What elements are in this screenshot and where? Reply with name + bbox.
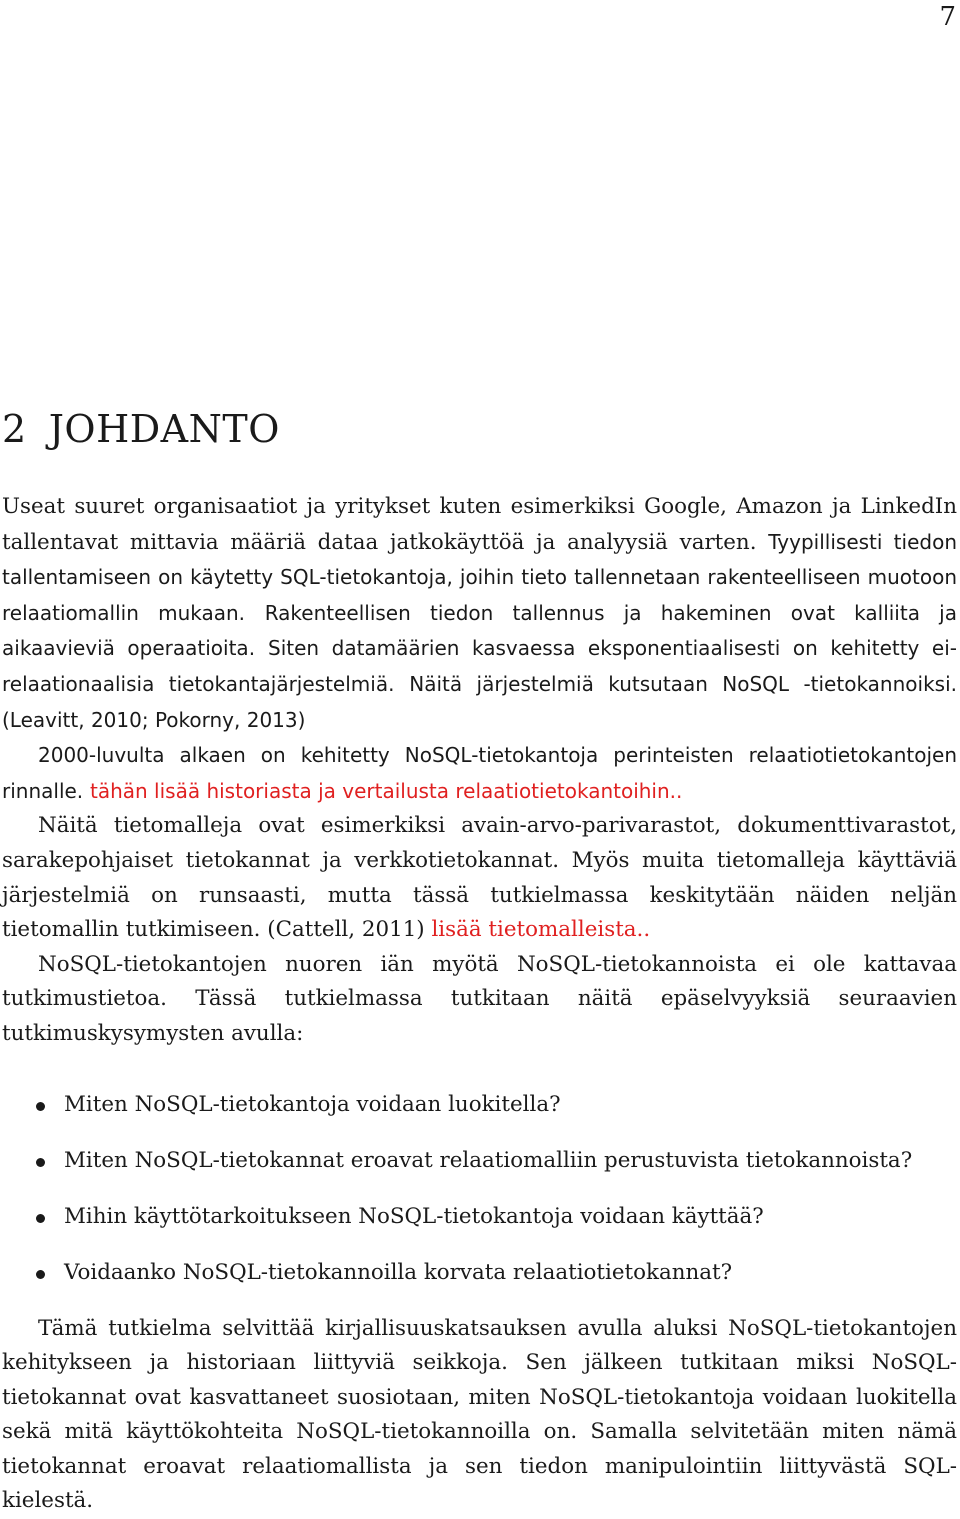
p3-sentence-a: Näitä tietomalleja ovat esimerkiksi avain-arvo-parivarastot, dokumenttivarastot, sarakepohjaiset tietokannat ja verkkotietokannat. — [2, 813, 957, 873]
paragraph-5: Tämä tutkielma selvittää kirjallisuuskatsauksen avulla aluksi NoSQL-tietokantojen kehitykseen ja historiaan liittyviä seikkoja. Sen jälkeen tutkitaan miksi NoSQL-tietokannat ovat kasvattaneet suosiotaan, miten NoSQL-tietokantoja voidaan luokitella sekä mitä käyttökohteita NoSQL-tietokannoilla on. Samalla selvitetään miten nämä tietokannat eroavat relaatiomallista ja sen tiedon manipulointiin liittyvästä SQL-kielestä. — [2, 1312, 957, 1519]
paragraph-4: NoSQL-tietokantojen nuoren iän myötä NoSQL-tietokannoista ei ole kattavaa tutkimustietoa. Tässä tutkielmassa tutkitaan näitä epäselvyyksiä seuraavien tutkimuskysymysten avulla: — [2, 948, 957, 1052]
p1-sentence-b: Tyypillisesti tiedon tallentamiseen on käytetty SQL-tietokantoja, joihin tieto tallennetaan rakenteelliseen muotoon relaatiomallin mukaan. — [2, 530, 957, 625]
question-text: Miten NoSQL-tietokannat eroavat relaatiomalliin perustuvista tietokannoista? — [64, 1148, 912, 1173]
list-item — [2, 1144, 957, 1178]
bullet-icon — [36, 1214, 45, 1223]
list-item — [2, 1256, 957, 1290]
bullet-icon — [36, 1158, 45, 1167]
p1-sentence-e: Näitä järjestelmiä kutsutaan NoSQL -tietokannoiksi. — [409, 672, 957, 696]
question-text: Miten NoSQL-tietokantoja voidaan luokitella? — [64, 1092, 561, 1117]
research-questions-list — [2, 1088, 957, 1290]
list-item — [2, 1200, 957, 1234]
p1-citation: (Leavitt, 2010; Pokorny, 2013) — [2, 708, 305, 732]
paragraph-3 — [2, 809, 957, 947]
section-title: JOHDANTO — [49, 407, 280, 451]
paragraph-2 — [2, 738, 957, 809]
paragraph-1 — [2, 490, 957, 738]
p1-sentence-d: Siten datamäärien kasvaessa eksponentiaalisesti on kehitetty ei-relaationaalisia tietokantajärjestelmiä. — [2, 636, 957, 696]
page-number: 7 — [939, 0, 956, 34]
p3-todo-note: lisää tietomalleista.. — [431, 917, 650, 942]
p2-text: 2000-luvulta alkaen on kehitetty NoSQL-tietokantoja perinteisten relaatiotietokantojen rinnalle. — [2, 743, 957, 803]
bullet-icon — [36, 1270, 45, 1279]
section-number: 2 — [2, 407, 27, 451]
question-text: Voidaanko NoSQL-tietokannoilla korvata relaatiotietokannat? — [64, 1260, 732, 1285]
question-text: Mihin käyttötarkoitukseen NoSQL-tietokantoja voidaan käyttää? — [64, 1204, 764, 1229]
bullet-icon — [36, 1102, 45, 1111]
p2-todo-note: tähän lisää historiasta ja vertailusta relaatiotietokantoihin.. — [90, 779, 682, 803]
section-heading — [2, 402, 957, 456]
list-item — [2, 1088, 957, 1122]
p1-sentence-c: Rakenteellisen tiedon tallennus ja hakeminen ovat kalliita ja aikaavieviä operaatioita. — [2, 601, 957, 661]
p3-sentence-b: Myös muita tietomalleja käyttäviä järjestelmiä on runsaasti, mutta tässä tutkielmassa keskitytään näiden neljän tietomallin tutkimiseen. (Cattell, 2011) — [2, 848, 957, 942]
document-body — [2, 402, 957, 1519]
p1-sentence-a: Useat suuret organisaatiot ja yritykset kuten esimerkiksi Google, Amazon ja LinkedIn tallentavat mittavia määriä dataa jatkokäyttöä ja analyysiä varten. — [2, 494, 957, 555]
